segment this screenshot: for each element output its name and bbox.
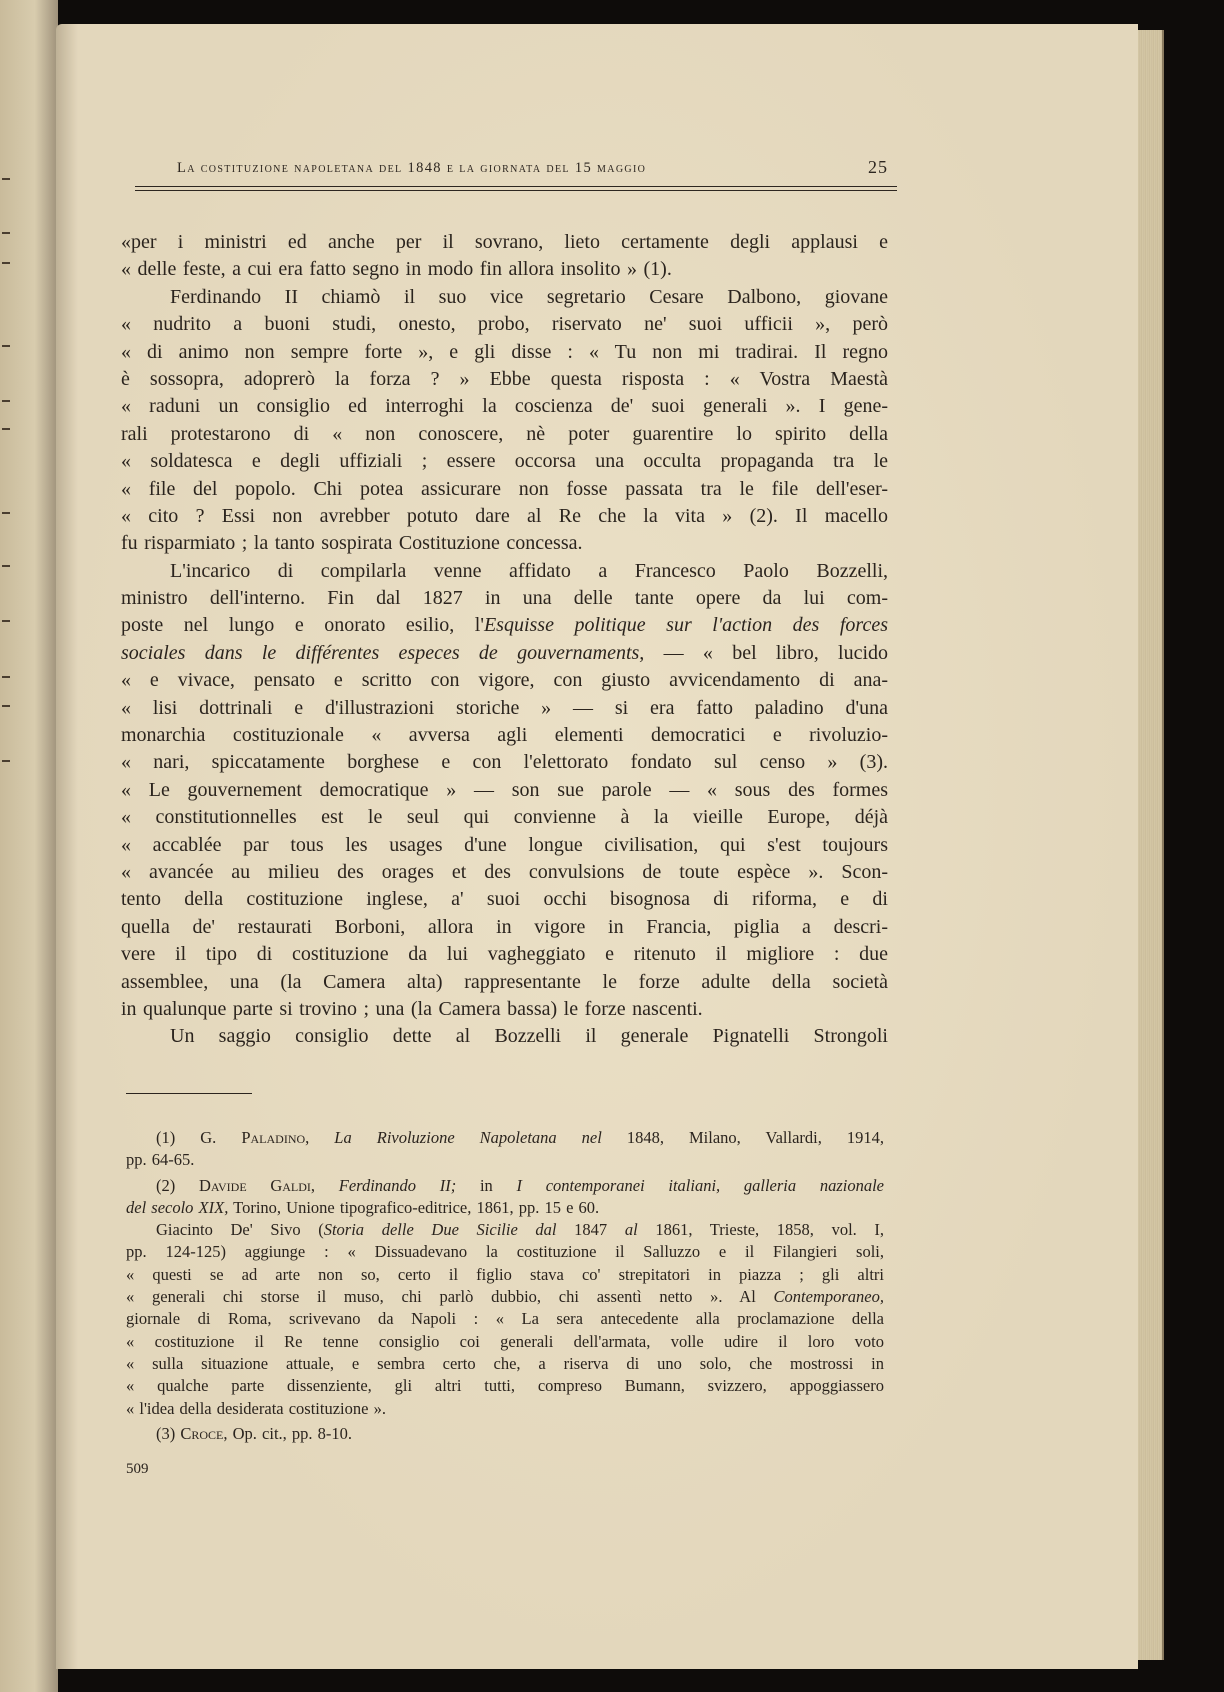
text-line: vere il tipo di costituzione da lui vagheggiato e ritenuto il migliore : due <box>121 943 888 966</box>
footnote-3: (3) Croce, Op. cit., pp. 8-10. <box>156 1423 353 1443</box>
text-line: ministro dell'interno. Fin dal 1827 in una delle tante opere da lui com- <box>121 587 888 610</box>
paragraph <box>121 229 888 284</box>
footnote-rule <box>126 1093 252 1094</box>
text-line: « e vivace, pensato e scritto con vigore, con giusto avvicendamento di ana- <box>121 669 888 692</box>
text-line: « nudrito a buoni studi, onesto, probo, riservato ne' suoi ufficii », però <box>121 313 888 336</box>
header-rule <box>135 186 897 187</box>
text-line: « delle feste, a cui era fatto segno in modo fin allora insolito » (1). <box>121 258 672 281</box>
running-head: La costituzione napoletana del 1848 e la giornata del 15 maggio <box>177 160 647 176</box>
text-line: « Le gouvernement democratique » — son sue parole — « sous des formes <box>121 778 888 801</box>
text-line: sociales dans le différentes especes de gouvernaments, — « bel libro, lucido <box>121 641 888 664</box>
text-line: « nari, spiccatamente borghese e con l'elettorato fondato sul censo » (3). <box>121 751 888 774</box>
header-rule <box>135 190 897 191</box>
text-line: « di animo non sempre forte », e gli disse : « Tu non mi tradirai. Il regno <box>121 340 888 363</box>
paragraph <box>121 1023 888 1050</box>
printer-signature: 509 <box>126 1461 149 1477</box>
text-line: rali protestarono di « non conoscere, nè poter guarentire lo spirito della <box>121 422 888 445</box>
paragraph <box>121 284 888 558</box>
text-line: monarchia costituzionale « avversa agli elementi democratici e rivoluzio- <box>121 724 888 747</box>
text-line: è sossopra, adoprerò la forza ? » Ebbe questa risposta : « Vostra Maestà <box>121 367 888 390</box>
footnotes <box>126 1127 884 1445</box>
text-line: assemblee, una (la Camera alta) rappresentante le forze adulte della società <box>121 970 888 993</box>
text-line: quella de' restaurati Borboni, allora in vigore in Francia, piglia a descri- <box>121 915 888 938</box>
text-line: « file del popolo. Chi potea assicurare non fosse passata tra le file dell'eser- <box>121 477 888 500</box>
text-line: « avancée au milieu des orages et des convulsions de toute espèce ». Scon- <box>121 860 888 883</box>
text-line: « cito ? Essi non avrebber potuto dare al Re che la vita » (2). Il macello <box>121 504 888 527</box>
page-header <box>121 142 897 182</box>
text-line: Un saggio consiglio dette al Bozzelli il generale Pignatelli Strongoli <box>170 1025 888 1048</box>
text-line: « accablée par tous les usages d'une longue civilisation, qui s'est toujours <box>121 833 888 856</box>
text-line: « soldatesca e degli uffiziali ; essere occorsa una occulta propaganda tra le <box>121 450 888 473</box>
text-line: « lisi dottrinali e d'illustrazioni storiche » — si era fatto paladino d'una <box>121 696 888 719</box>
text-line: « raduni un consiglio ed interroghi la coscienza de' suoi generali ». I gene- <box>121 395 888 418</box>
text-line: tento della costituzione inglese, a' suoi occhi bisognosa di riforma, e di <box>121 888 888 911</box>
page-number: 25 <box>868 157 888 177</box>
facing-page-edge <box>0 0 58 1692</box>
text-line: in qualunque parte si trovino ; una (la Camera bassa) le forze nascenti. <box>121 997 703 1020</box>
footnote-1: (1) G. Paladino, La Rivoluzione Napoletana nel 1848, Milano, Vallardi, 1914, pp. 64-65. <box>126 1128 884 1170</box>
footnote-2: (2) Davide Galdi, Ferdinando II; in I contemporanei italiani, galleria nazionale del secolo XIX, Torino, Unione tipografico-editrice, 1861, pp. 15 e 60. Giacinto De' Sivo (Storia delle Due Sicilie dal 1847 al 1861, Trieste, 1858, vol. I, pp. 124-125) aggiunge : « Dissuadevano la costituzione il Salluzzo e il Filangieri soli, « questi se ad arte non so, certo il figlio stava co' strepitatori in piazza ; gli altri « generali chi storse il muso, chi parlò dubbio, chi assentì netto ». Al Contemporaneo, giornale di Roma, scrivevano da Napoli : « La sera antecedente alla proclamazione della « costituzione il Re tenne consiglio coi generali dell'armata, volle udire il loro voto « sulla situazione attuale, e sembra certo che, a riserva di uno solo, che mostrossi in « qualche parte dissenziente, gli altri tutti, compreso Bumann, svizzero, appoggiassero « l'idea della desiderata costituzione ». <box>126 1175 885 1418</box>
text-line: fu risparmiato ; la tanto sospirata Costituzione concessa. <box>121 532 583 555</box>
paragraph <box>121 558 888 1024</box>
text-line: poste nel lungo e onorato esilio, l'Esquisse politique sur l'action des forces <box>121 614 888 637</box>
text-line: Ferdinando II chiamò il suo vice segretario Cesare Dalbono, giovane <box>170 285 888 308</box>
text-line: « constitutionnelles est le seul qui convienne à la vieille Europe, déjà <box>121 806 888 829</box>
text-line: «per i ministri ed anche per il sovrano, lieto certamente degli applausi e <box>121 231 888 253</box>
text-line: L'incarico di compilarla venne affidato a Francesco Paolo Bozzelli, <box>170 559 888 582</box>
body-text <box>121 229 888 1051</box>
